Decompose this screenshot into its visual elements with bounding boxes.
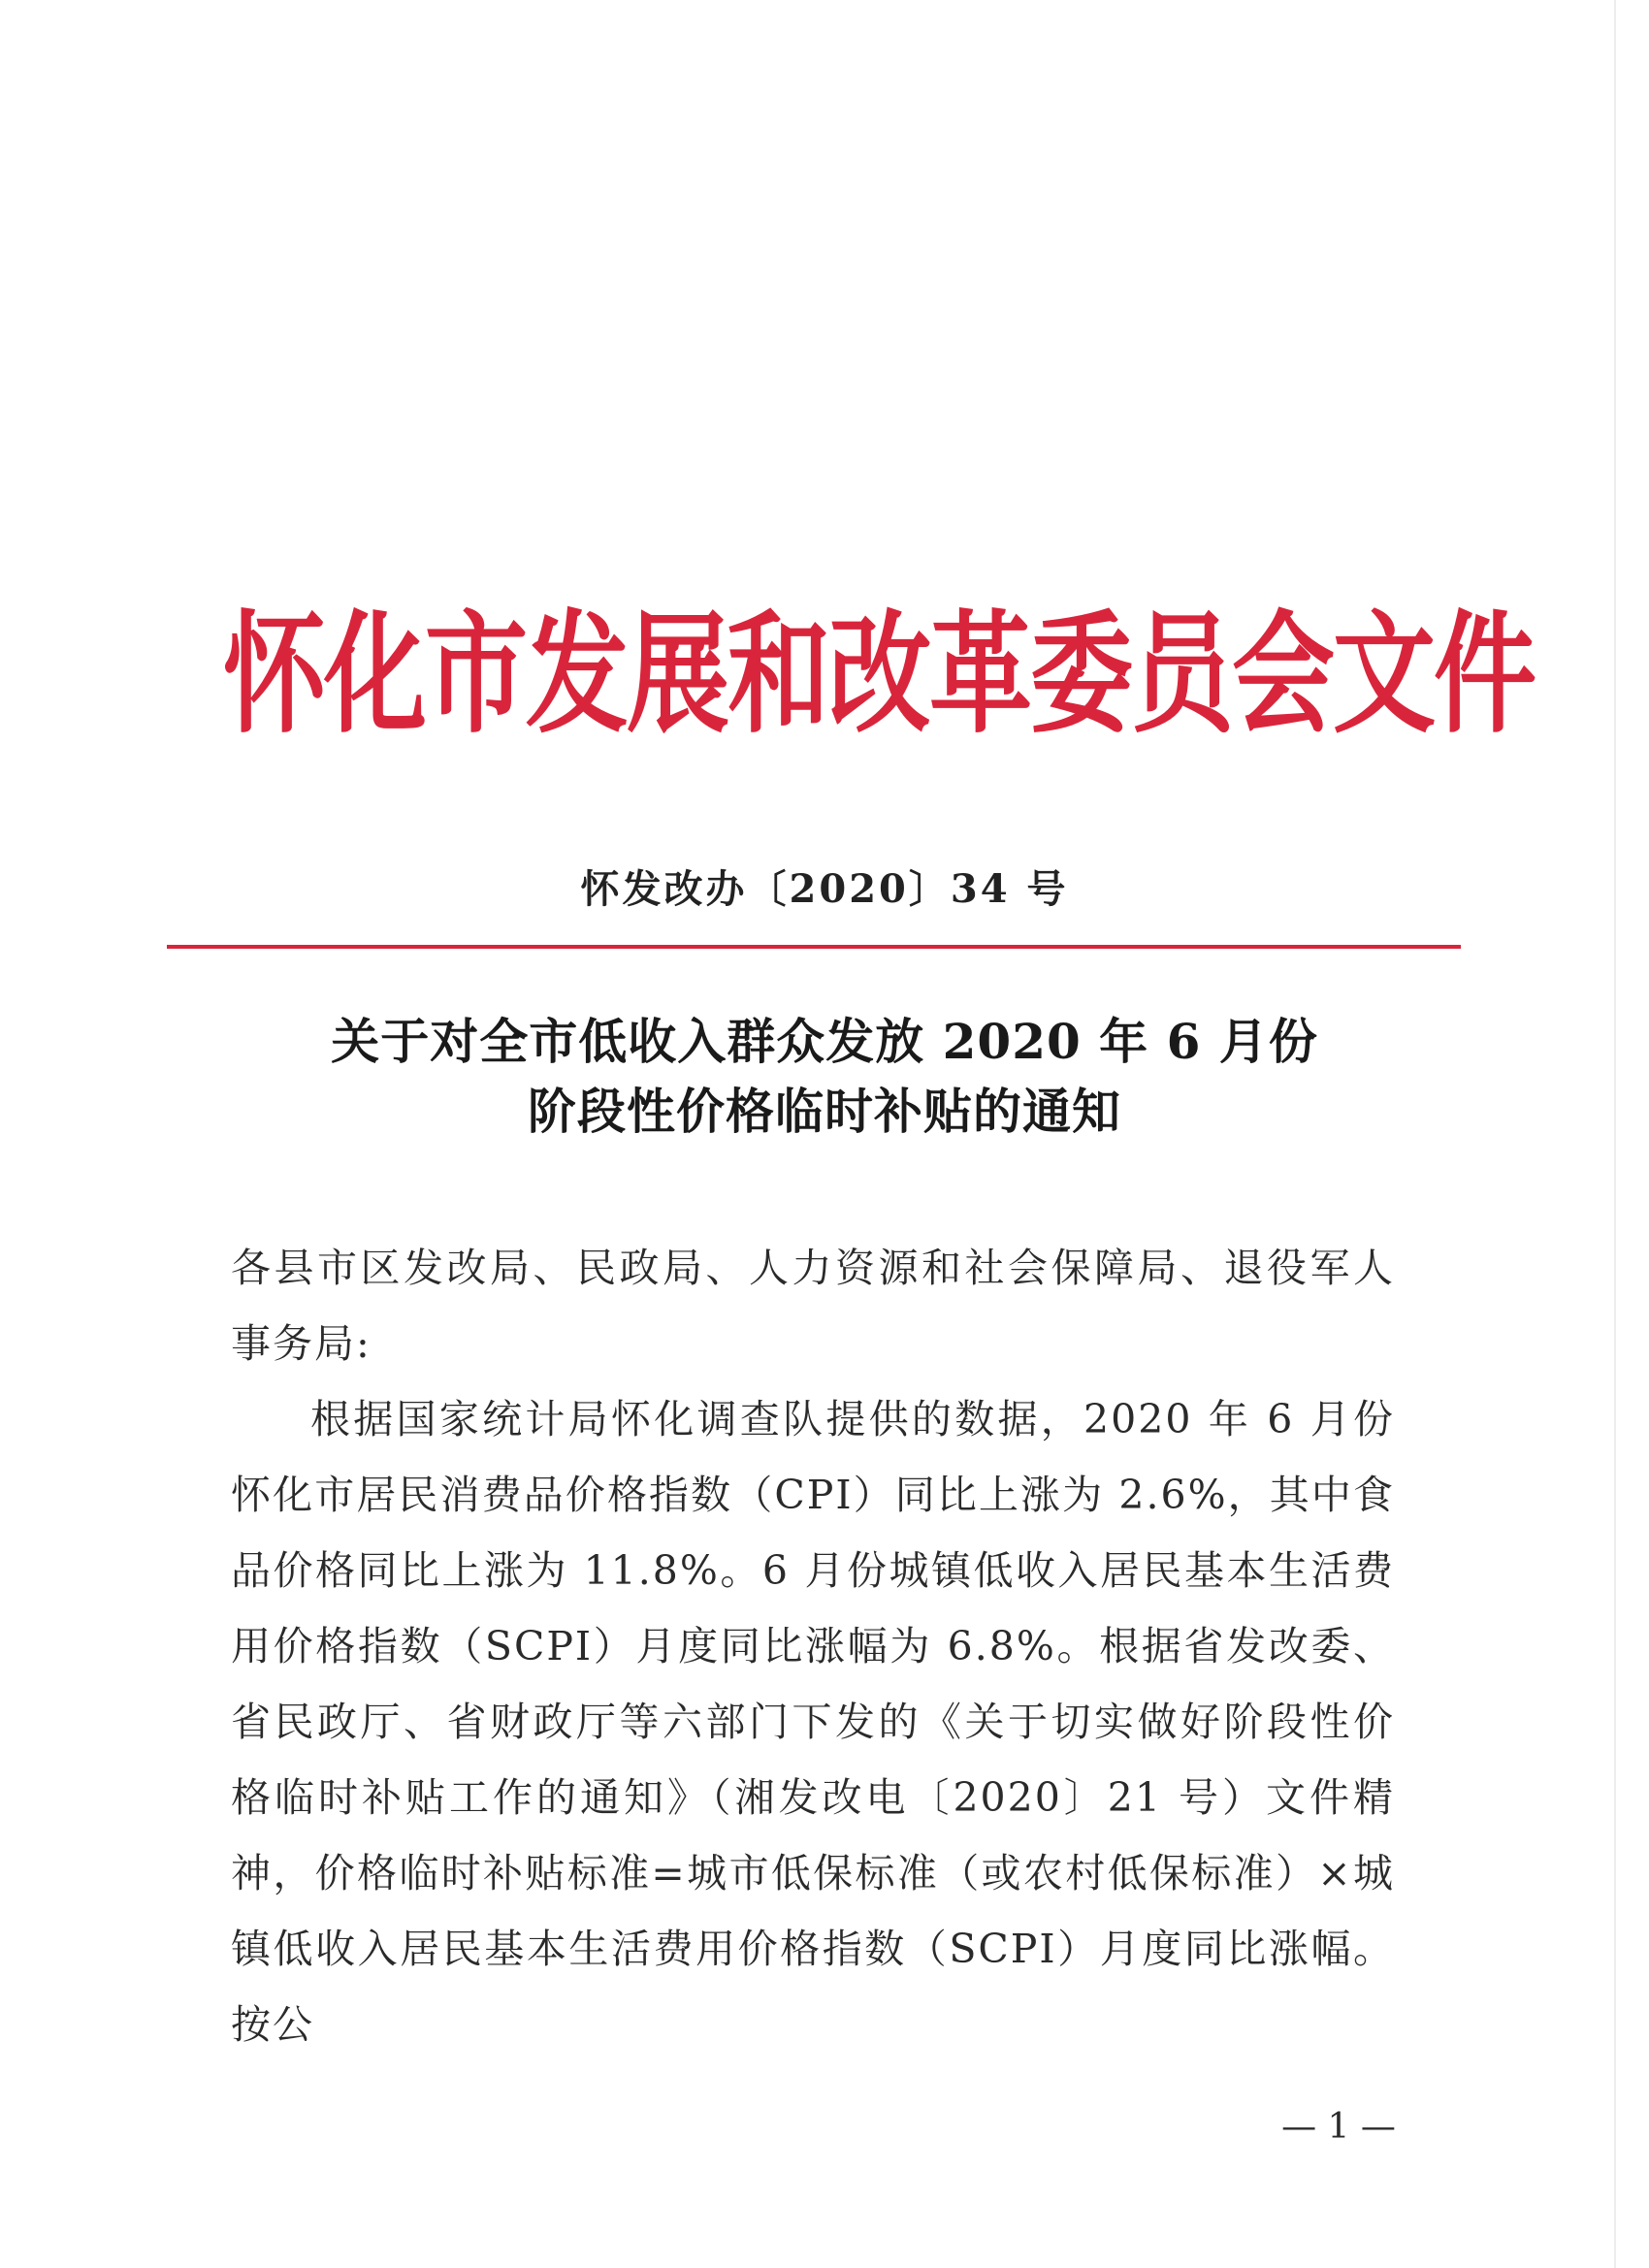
masthead-title: 怀化市发展和改革委员会文件	[223, 598, 1535, 752]
notice-title-line-2: 阶段性价格临时补贴的通知	[528, 1083, 1121, 1140]
body-text	[231, 1230, 1395, 2062]
page-number: — 1 —	[1281, 2107, 1396, 2147]
body-paragraph-1: 根据国家统计局怀化调查队提供的数据，2020 年 6 月份怀化市居民消费品价格指数（CPI）同比上涨为 2.6%，其中食品价格同比上涨为 11.8%。6 月份城镇低收入居民基本生活费用价格指数（SCPI）月度同比涨幅为 6.8%。根据省发改委、省民政厅、省财政厅等六部门下发的《关于切实做好阶段性价格临时补贴工作的通知》（湘发改电〔2020〕21 号）文件精神，价格临时补贴标准=城市低保标准（或农村低保标准）×城镇低收入居民基本生活费用价格指数（SCPI）月度同比涨幅。按公	[231, 1396, 1395, 2048]
notice-title	[0, 1007, 1649, 1147]
addressee: 各县市区发改局、民政局、人力资源和社会保障局、退役军人事务局:	[231, 1245, 1395, 1367]
notice-title-line-1: 关于对全市低收入群众发放 2020 年 6 月份	[331, 1013, 1318, 1070]
scan-edge-line	[1614, 0, 1616, 2268]
red-separator-line	[167, 945, 1461, 949]
document-number: 怀发改办〔2020〕34 号	[580, 866, 1069, 912]
